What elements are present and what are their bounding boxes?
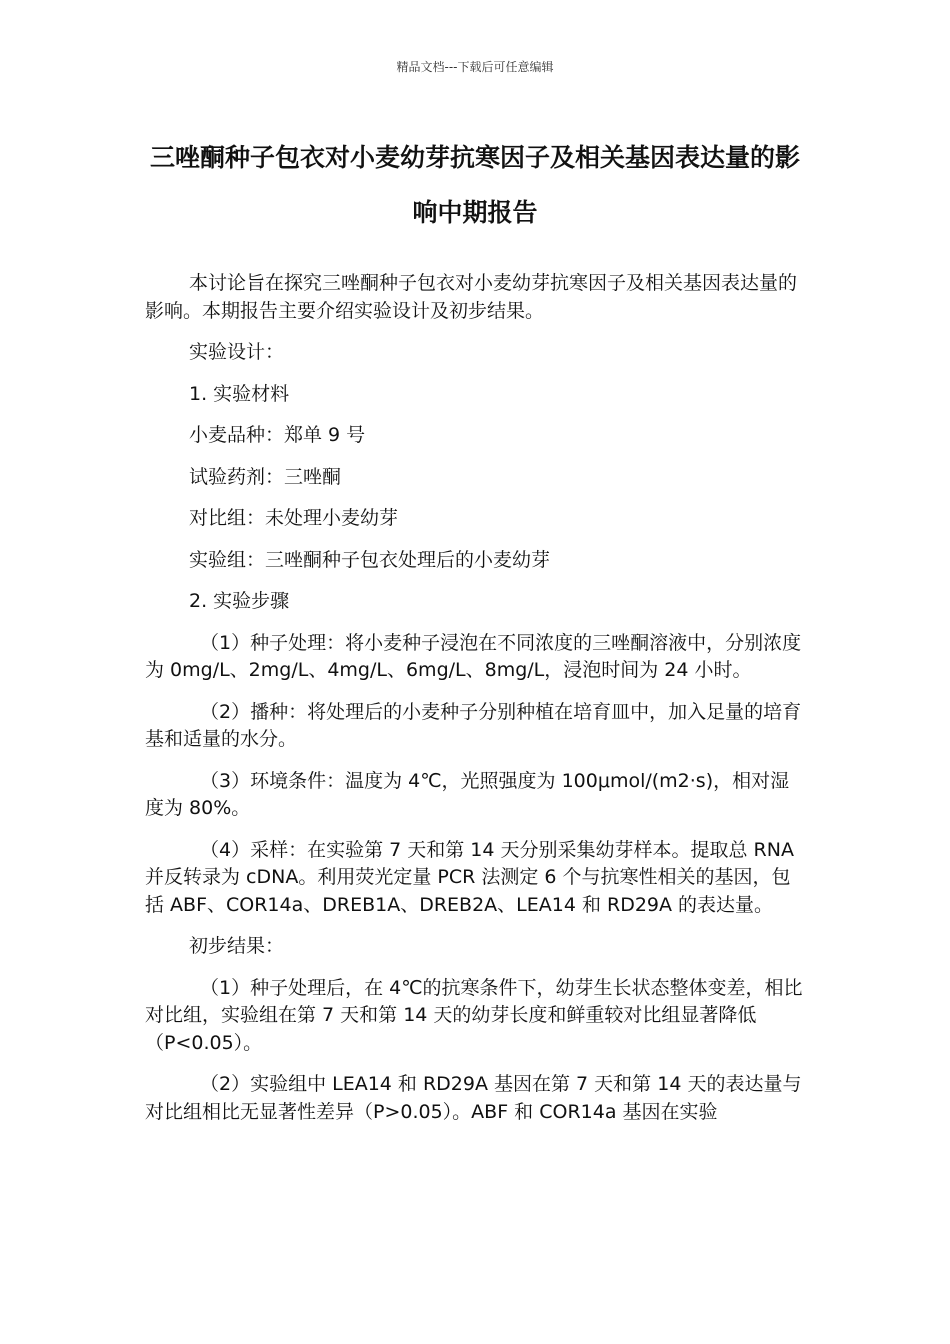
paragraph: 2. 实验步骤 — [189, 590, 290, 612]
paragraph: 本讨论旨在探究三唑酮种子包衣对小麦幼芽抗寒因子及相关基因表达量的影响。本期报告主要介绍实验设计及初步结果。 — [145, 272, 798, 322]
paragraph: （4）采样：在实验第 7 天和第 14 天分别采集幼芽样本。提取总 RNA 并反转录为 cDNA。利用荧光定量 PCR 法测定 6 个与抗寒性相关的基因，包括 ABF、COR14a、DREB1A、DREB2A、LEA14 和 RD29A 的表达量。 — [145, 838, 794, 916]
paragraph: 1. 实验材料 — [189, 382, 290, 405]
paragraph: 小麦品种：郑单 9 号 — [189, 424, 366, 446]
page-header: 精品文档---下载后可任意编辑 — [396, 60, 554, 74]
paragraph: （1）种子处理：将小麦种子浸泡在不同浓度的三唑酮溶液中，分别浓度为 0mg/L、2mg/L、4mg/L、6mg/L、8mg/L，浸泡时间为 24 小时。 — [145, 631, 802, 681]
paragraph: 实验组：三唑酮种子包衣处理后的小麦幼芽 — [189, 548, 551, 571]
paragraph: 实验设计： — [189, 341, 285, 363]
paragraph: （1）种子处理后，在 4℃的抗寒条件下，幼芽生长状态整体变差，相比对比组，实验组在第 7 天和第 14 天的幼芽长度和鲜重较对比组显著降低（P<0.05）。 — [145, 976, 803, 1054]
document-body — [145, 270, 807, 1140]
paragraph: （2）实验组中 LEA14 和 RD29A 基因在第 7 天和第 14 天的表达量与对比组相比无显著性差异（P>0.05）。ABF 和 COR14a 基因在实验 — [145, 1073, 802, 1123]
paragraph: 对比组：未处理小麦幼芽 — [189, 507, 399, 529]
paragraph: （2）播种：将处理后的小麦种子分别种植在培育皿中，加入足量的培育基和适量的水分。 — [145, 700, 802, 750]
paragraph: （3）环境条件：温度为 4℃，光照强度为 100μmol/(m2·s)，相对湿度为 80%。 — [145, 769, 790, 819]
document-title: 三唑酮种子包衣对小麦幼芽抗寒因子及相关基因表达量的影响中期报告 — [149, 143, 800, 227]
paragraph: 初步结果： — [189, 935, 285, 957]
paragraph: 试验药剂：三唑酮 — [189, 465, 342, 488]
